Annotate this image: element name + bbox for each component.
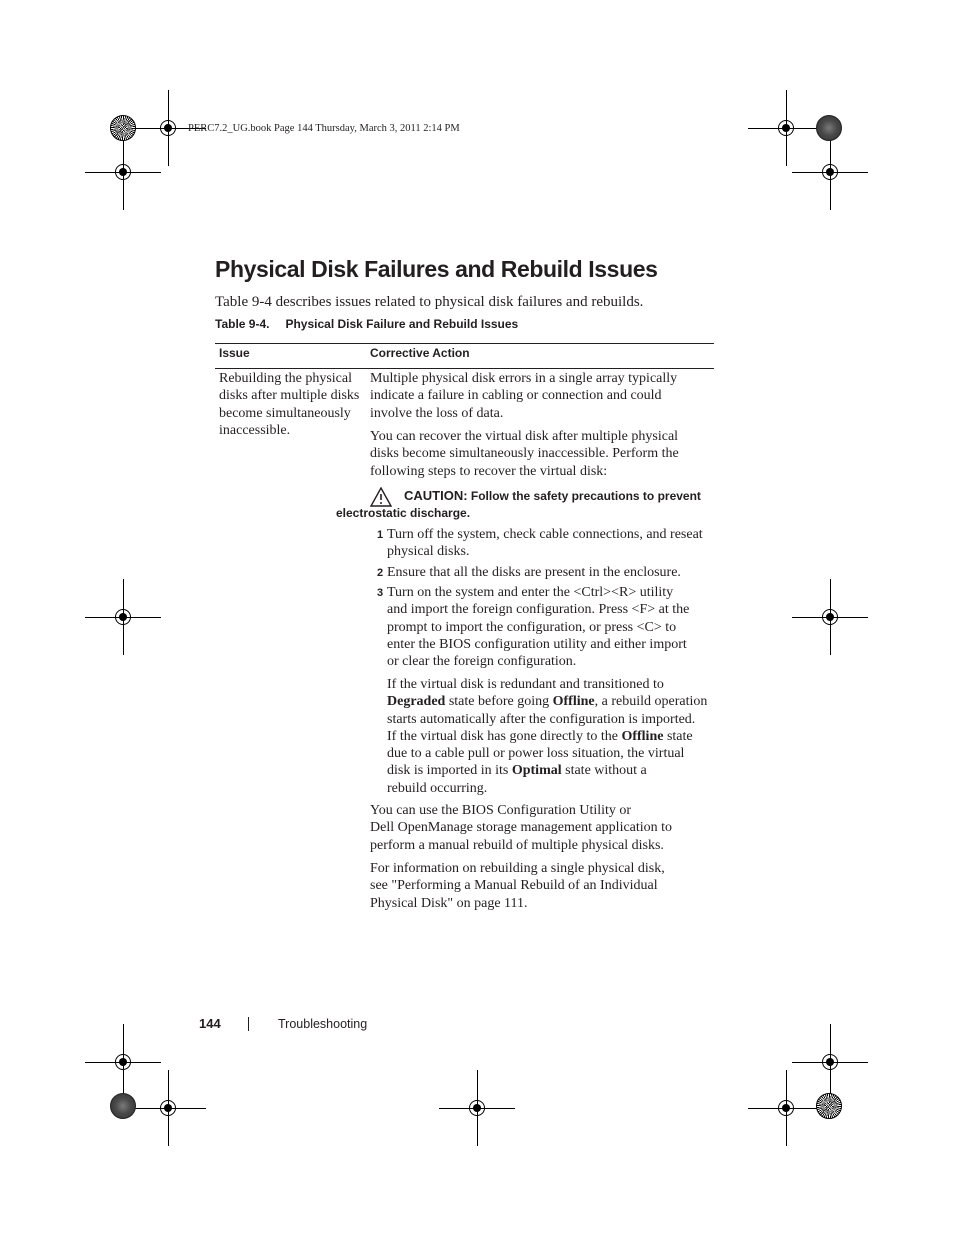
caution-text-cont: electrostatic discharge. <box>336 506 471 520</box>
step-1: 1 Turn off the system, check cable connections, and reseat physical disks. <box>377 527 703 560</box>
print-slug: PERC7.2_UG.book Page 144 Thursday, March 3, 2011 2:14 PM <box>188 123 460 134</box>
issue-cell: Rebuilding the physical disks after multiple disks become simultaneously inaccessible. <box>219 371 360 438</box>
page-title: Physical Disk Failures and Rebuild Issues <box>215 256 658 282</box>
page-number: 144 <box>199 1016 221 1031</box>
action-paragraph-3: You can use the BIOS Configuration Utility or Dell OpenManage storage management application to perform a manual rebuild of multiple physical disks. <box>370 803 673 853</box>
footer-section-name: Troubleshooting <box>278 1017 368 1031</box>
column-header-corrective-action: Corrective Action <box>370 346 470 360</box>
table-caption <box>215 317 518 331</box>
intro-paragraph: Table 9-4 describes issues related to physical disk failures and rebuilds. <box>215 294 644 310</box>
action-paragraph-2: You can recover the virtual disk after multiple physical disks become simultaneously inaccessible. Perform the following steps to recover the virtual disk: <box>370 429 679 479</box>
step-2: 2 Ensure that all the disks are present in the enclosure. <box>377 565 681 580</box>
caution-triangle-icon <box>370 487 392 507</box>
step-3-note: If the virtual disk is redundant and transitioned to Degraded state before going Offline, a rebuild operation starts automatically after the configuration is imported. If the virtual disk has gone directly to the Offline state due to a cable pull or power loss situation, the virtual disk is imported in its Optimal state without a rebuild occurring. <box>387 677 708 796</box>
table-caption-title: Physical Disk Failure and Rebuild Issues <box>285 317 519 331</box>
step-3: 3 Turn on the system and enter the <Ctrl><R> utility and import the foreign configuration. Press <F> at the prompt to import the configuration, or press <C> to enter the BIOS configuration utility and either import or clear the foreign configuration. <box>377 585 690 670</box>
star-target-icon <box>110 115 136 141</box>
caution-text: Follow the safety precautions to prevent <box>470 489 701 503</box>
table-header-rule <box>215 368 714 369</box>
caution-notice <box>336 487 710 522</box>
footer-divider <box>248 1017 249 1031</box>
action-paragraph-1: Multiple physical disk errors in a single array typically indicate a failure in cabling or connection and could involve the loss of data. <box>370 371 678 421</box>
gray-target-icon <box>110 1093 136 1119</box>
column-header-issue: Issue <box>219 346 250 360</box>
star-target-icon <box>816 1093 842 1119</box>
table-caption-number: Table 9-4. <box>215 317 270 331</box>
caution-label: CAUTION: <box>404 488 468 503</box>
gray-target-icon <box>816 115 842 141</box>
action-paragraph-4: For information on rebuilding a single physical disk, see "Performing a Manual Rebuild of an Individual Physical Disk" on page 111. <box>370 861 665 911</box>
table-top-rule <box>215 343 714 344</box>
